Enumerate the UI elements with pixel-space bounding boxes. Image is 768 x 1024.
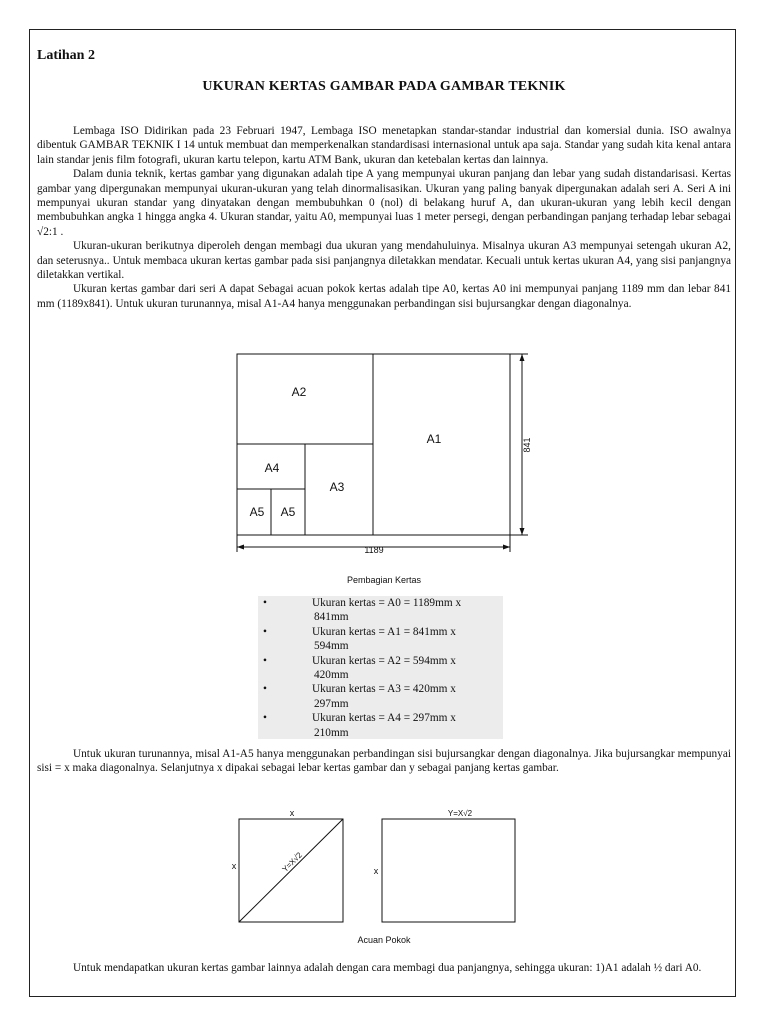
paper-size-list: [258, 596, 503, 739]
square-diagonal: [239, 819, 343, 922]
bullet-icon: •: [263, 712, 267, 725]
square-top-label: x: [289, 808, 295, 818]
label-a2: A2: [291, 385, 307, 399]
size-line-cont: 841mm: [314, 611, 349, 624]
paper-division-diagram: [226, 348, 546, 560]
figure2-caption: Acuan Pokok: [357, 935, 411, 945]
paragraph-ukuran-berikutnya: Ukuran-ukuran berikutnya diperoleh dengan membagi dua ukuran yang mendahuluinya. Misalnya ukuran A3 mempunyai setengah ukuran A2, dan seterusnya.. Untuk membaca ukuran kertas gambar pada sisi panjangnya diletakkan mendatar. Kecuali untuk kertas ukuran A4, yang sisi panjangnya diletakkan vertikal.: [37, 240, 731, 282]
list-item: [258, 596, 503, 625]
rectangle-outline: [382, 819, 515, 922]
paragraph-bujursangkar: Untuk ukuran turunannya, misal A1-A5 hanya menggunakan perbandingan sisi bujursangkar dengan diagonalnya. Jika bujursangkar mempunyai sisi = x maka diagonalnya. Selanjutnya x dipakai sebagai lebar kertas gambar dan y sebagai panjang kertas gambar.: [37, 748, 731, 775]
label-a5-right: A5: [280, 505, 296, 519]
bullet-icon: •: [263, 625, 267, 638]
size-line-cont: 210mm: [314, 726, 349, 739]
arrow-width-right: [503, 545, 510, 550]
bullet-icon: •: [263, 683, 267, 696]
size-line-cont: 594mm: [314, 640, 349, 653]
size-line-cont: 297mm: [314, 697, 349, 710]
bullet-icon: •: [263, 597, 267, 609]
paragraph-seri-a: Dalam dunia teknik, kertas gambar yang digunakan adalah tipe A yang mempunyai ukuran panjang dan lebar yang sudah distandarisasi. Kertas gambar yang dipergunakan mempunyai ukuran-ukuran yang telah dinormalisasikan. Ukuran yang paling banyak dipergunakan adalah seri A. Seri A ini mempunyai ukuran standar yang dinyatakan dengan membubuhkan 0 (nol) di belakang huruf A, dan ukuran-ukuran yang lebih kecil dengan membubuhkan angka 1 hingga angka 4. Ukuran standar, yaitu A0, mempunyai luas 1 meter persegi, dengan perbandingan panjang terhadap lebar sebagai √2:1 .: [37, 168, 731, 238]
square-left-label: x: [231, 861, 237, 871]
document-title: UKURAN KERTAS GAMBAR PADA GAMBAR TEKNIK: [202, 79, 566, 94]
label-a4: A4: [264, 461, 280, 475]
size-line: Ukuran kertas = A0 = 1189mm x: [312, 597, 462, 609]
size-line: Ukuran kertas = A2 = 594mm x: [312, 654, 456, 667]
paragraph-acuan-a0: Ukuran kertas gambar dari seri A dapat Sebagai acuan pokok kertas adalah tipe A0, kertas A0 ini mempunyai panjang 1189 mm dan lebar 841 mm (1189x841). Untuk ukuran turunannya, misal A1-A4 hanya menggunakan perbandingan sisi bujursangkar dengan diagonalnya.: [37, 283, 731, 310]
size-line-cont: 420mm: [314, 669, 349, 682]
rectangle-left-label: x: [373, 866, 379, 876]
label-a1: A1: [426, 432, 442, 446]
intro-paragraphs: [37, 124, 731, 311]
arrow-width-left: [237, 545, 244, 550]
size-line: Ukuran kertas = A4 = 297mm x: [312, 712, 456, 725]
height-dimension-text: 841: [522, 437, 532, 453]
label-a5-left: A5: [249, 505, 265, 519]
acuan-pokok-diagram: [228, 806, 518, 924]
figure1-caption: Pembagian Kertas: [346, 575, 422, 585]
width-dimension-text: 1189: [364, 545, 384, 555]
rectangle-top-label: Y=X√2: [447, 809, 473, 818]
bullet-icon: •: [263, 654, 267, 667]
exercise-heading: Latihan 2: [37, 48, 95, 63]
label-a3: A3: [329, 480, 345, 494]
paragraph-bagi-dua: [37, 961, 731, 975]
list-item: [258, 625, 503, 654]
paragraph-iso: Lembaga ISO Didirikan pada 23 Februari 1947, Lembaga ISO menetapkan standar-standar industrial dan komersial dunia. ISO awalnya dibentuk GAMBAR TEKNIK I 14 untuk membuat dan memperkenalkan standardisasi internasional untuk apa saja. Standar yang sudah kita kenal antara lain standar jenis film fotografi, ukuran kartu telepon, kartu ATM Bank, ukuran dan ketebalan kertas dan lainnya.: [37, 125, 731, 166]
list-item: [258, 682, 503, 711]
list-item: [258, 711, 503, 740]
list-item: [258, 654, 503, 683]
arrow-height-top: [520, 354, 525, 361]
size-line: Ukuran kertas = A3 = 420mm x: [312, 683, 456, 696]
paragraph-a1-half: Untuk mendapatkan ukuran kertas gambar lainnya adalah dengan cara membagi dua panjangnya, sehingga ukuran: 1)A1 adalah ½ dari A0.: [73, 962, 702, 974]
size-line: Ukuran kertas = A1 = 841mm x: [312, 625, 456, 638]
arrow-height-bottom: [520, 528, 525, 535]
paragraph-turunan: [37, 747, 731, 776]
diagonal-label: Y=X√2: [280, 850, 304, 874]
